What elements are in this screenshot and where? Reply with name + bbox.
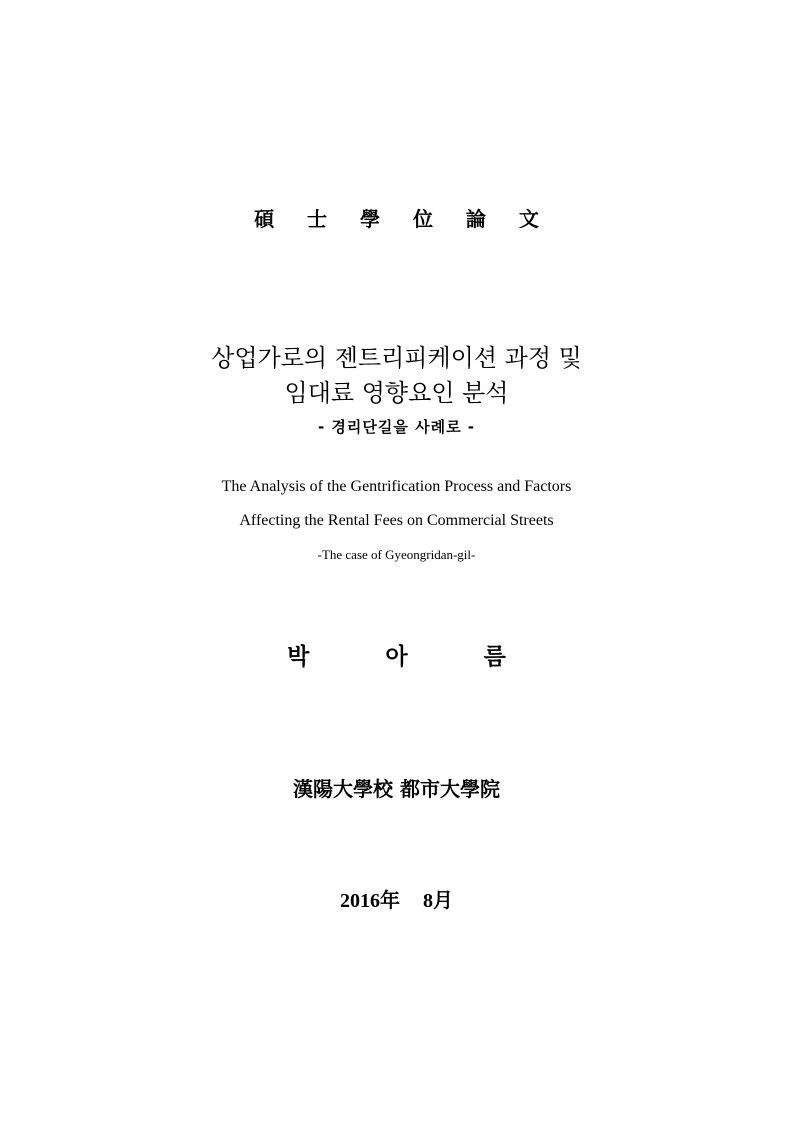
- thesis-type-heading: 碩 士 學 位 論 文: [254, 207, 552, 231]
- english-subtitle: -The case of Gyeongridan-gil-: [317, 547, 476, 562]
- institution-name: 漢陽大學校 都市大學院: [293, 777, 500, 801]
- english-title-line-1: The Analysis of the Gentrification Process and Factors: [221, 478, 572, 495]
- korean-subtitle: - 경리단길을 사례로 -: [317, 418, 476, 436]
- english-title-line-2: Affecting the Rental Fees on Commercial Streets: [239, 512, 554, 529]
- korean-title-line-1: 상업가로의 젠트리피케이션 과정 및: [211, 344, 582, 372]
- korean-title-line-2: 임대료 영향요인 분석: [284, 379, 509, 407]
- author-name: 박 아 름: [287, 644, 540, 670]
- submission-date: 2016年 8月: [340, 890, 453, 912]
